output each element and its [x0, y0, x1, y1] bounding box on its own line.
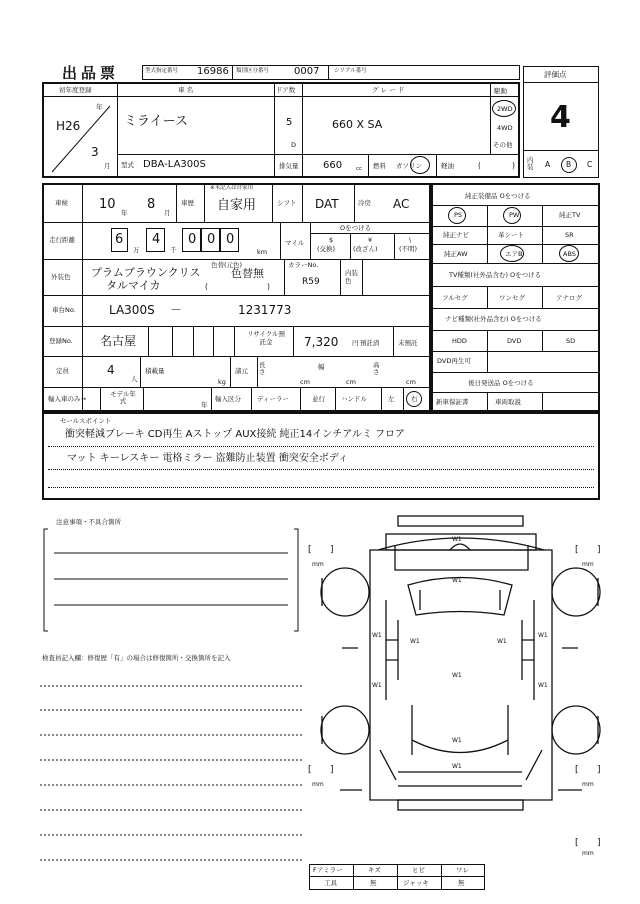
inspection-month: 8: [147, 197, 156, 212]
front-right-wheel: [552, 568, 600, 616]
import-class-label: 輸入区分: [215, 395, 241, 403]
inspector-lines: [38, 680, 306, 870]
color-swap-label: 色替(元色): [211, 261, 243, 269]
tread-mm: mm: [582, 850, 594, 855]
steering-label: ハンドル: [341, 395, 367, 403]
history-note: ※未記入は自家用: [210, 185, 254, 191]
navi-title: ナビ種類(社外品含む) Oをつける: [445, 315, 542, 323]
equip-abs: ABS: [563, 250, 576, 258]
drive-2wd: 2WD: [497, 105, 513, 113]
interior-b-circle: [561, 157, 577, 173]
w1-mark: W1: [452, 672, 462, 679]
color-no-value: R59: [302, 277, 320, 287]
equip-tv: 純正TV: [559, 211, 581, 219]
details-block: [42, 183, 431, 412]
recycle-value: 7,320: [304, 335, 339, 349]
model-code: DBA-LA300S: [143, 159, 206, 170]
interior-c: C: [587, 160, 593, 169]
legend-header-3: ヒビ: [412, 866, 425, 874]
tread-mm: mm: [312, 561, 324, 568]
recycle-label: リサイクル預託金: [246, 330, 286, 346]
rear-bumper: [398, 800, 523, 810]
designation-number: 16986: [197, 66, 229, 77]
svg-text:]: ]: [597, 765, 601, 775]
displacement-unit: cc: [356, 166, 363, 172]
w1-mark: W1: [372, 632, 382, 639]
tv-oneseg: ワンセグ: [499, 294, 525, 302]
history-value: 自家用: [217, 198, 257, 213]
dvd-playback: DVD再生可: [437, 357, 471, 365]
front-left-wheel: [321, 568, 369, 616]
equip-leather: 革シート: [498, 231, 524, 239]
category-number: 0007: [294, 66, 320, 77]
grade-label: グ レ ー ド: [372, 86, 405, 94]
selling-points-label: セールスポイント: [60, 417, 112, 425]
car-damage-diagram: [300, 510, 630, 855]
svg-text:[: [: [308, 545, 312, 555]
selling-points-line-2: マット キーレスキー 電格ミラー 盗難防止装置 衝突安全ボディ: [67, 453, 349, 464]
model-year-label: モデル年式: [110, 390, 136, 406]
displacement-label: 排気量: [279, 162, 299, 170]
fuel-label: 燃料: [373, 162, 386, 170]
drive-other: その他: [493, 141, 513, 149]
color-no-label: カラーNo.: [288, 261, 319, 269]
mileage-digit-4: 0: [207, 232, 216, 247]
mile-label: マイル: [285, 239, 305, 247]
post-manual: 車両取説: [495, 398, 521, 406]
equip-navi: 純正ナビ: [443, 231, 469, 239]
month-unit: 月: [104, 162, 111, 170]
first-reg-year: H26: [56, 119, 81, 133]
displacement-value: 660: [323, 160, 343, 171]
svg-text:[: [: [575, 765, 579, 775]
model-label: 型式: [121, 161, 134, 169]
drive-2wd-circle: [492, 100, 516, 117]
svg-text:]: ]: [330, 545, 334, 555]
fuel-gasoline: ガソリン: [396, 162, 422, 170]
recycle-paid: 預託済: [360, 339, 380, 347]
selling-points-line-1: 衝突軽減ブレーキ CD再生 Aストップ AUX接続 純正14インチアルミ フロア: [65, 429, 406, 440]
rear-right-wheel: [552, 706, 600, 754]
fuel-gasoline-circle: [410, 156, 430, 174]
equip-aw: 純正AW: [444, 250, 468, 258]
capacity-value: 4: [107, 363, 115, 377]
ac-value: AC: [393, 197, 410, 211]
mileage-digit-2: 4: [152, 232, 161, 247]
legend-value-1: 工具: [324, 879, 337, 887]
color-line-1: プラムブラウンクリス: [91, 266, 201, 279]
steering-left: 左: [388, 395, 395, 403]
serial-label: シリアル番号: [334, 68, 367, 74]
w1-mark: W1: [452, 737, 462, 744]
chassis-label: 車台No.: [52, 306, 76, 314]
tv-fullseg: フルセグ: [442, 294, 468, 302]
inspector-label: 検査員記入欄：修復歴「有」の場合は修復箇所・交換箇所を記入: [42, 654, 231, 662]
year-unit: 年: [96, 103, 103, 111]
steering-right: 右: [411, 395, 418, 403]
capacity-label: 定員: [56, 367, 69, 375]
meter-tamper: (改ざん): [353, 245, 378, 253]
designation-label: 型式指定番号: [145, 68, 179, 74]
interior-color-label: 内装色: [345, 269, 358, 285]
legend-value-2: 無: [370, 879, 377, 887]
mileage-digit-5: 0: [226, 232, 235, 247]
w1-mark: W1: [452, 577, 462, 584]
reg-value: 名古屋: [100, 334, 137, 348]
chassis-number: 1231773: [238, 303, 292, 317]
history-label: 車歴: [181, 199, 194, 207]
w1-mark: W1: [452, 763, 462, 770]
interior-b: B: [566, 160, 572, 169]
size-label: 諸元: [235, 367, 248, 375]
interior-label: 内装: [527, 156, 534, 172]
equip-sr: SR: [565, 231, 574, 239]
car-name-label: 車 名: [178, 86, 194, 94]
load-label: 積載量: [145, 367, 165, 375]
form-title: 出品票: [62, 64, 120, 82]
interior-a: A: [545, 160, 551, 169]
color-swap-value: 色替無: [231, 267, 264, 280]
tread-mm: mm: [582, 781, 594, 788]
first-reg-month: 3: [91, 145, 99, 159]
tv-analog: アナログ: [556, 294, 582, 302]
svg-text:[: [: [575, 838, 579, 848]
first-reg-label: 初年度登録: [59, 86, 92, 94]
parallel-label: 並行: [312, 395, 325, 403]
w1-mark: W1: [410, 638, 420, 645]
inspection-label: 車検: [55, 199, 68, 207]
tread-mm: mm: [582, 561, 594, 568]
diesel-label: 軽油: [441, 162, 454, 170]
legend-header-2: キズ: [368, 866, 381, 874]
post-warranty: 新車保証書: [436, 398, 469, 406]
svg-text:[: [: [575, 545, 579, 555]
dealer-label: ディーラー: [257, 395, 289, 403]
category-label: 類別区分番号: [236, 68, 270, 74]
door-count: 5: [286, 117, 293, 128]
oem-title: 純正装備品 Oをつける: [465, 192, 531, 200]
legend-value-4: 無: [458, 879, 465, 887]
equip-pw: PW: [509, 211, 520, 219]
navi-sd: SD: [566, 337, 576, 345]
reg-label: 登録No.: [49, 337, 73, 345]
w1-mark: W1: [452, 536, 462, 543]
caution-label: 注意事項・不具合箇所: [56, 518, 121, 526]
car-name: ミライース: [124, 114, 188, 129]
doors-label: ドア数: [276, 86, 296, 94]
w1-mark: W1: [538, 632, 548, 639]
equip-airbag: エアB: [505, 250, 523, 258]
color-label: 外装色: [51, 273, 71, 281]
navi-hdd: HDD: [452, 337, 467, 345]
svg-text:]: ]: [597, 838, 601, 848]
svg-text:[: [: [308, 765, 312, 775]
doors-unit: D: [291, 141, 297, 149]
inspection-year: 10: [99, 197, 116, 212]
score-label: 評価点: [544, 70, 567, 79]
svg-text:]: ]: [597, 545, 601, 555]
meter-unknown: (不明): [399, 245, 418, 253]
rear-left-wheel: [321, 706, 369, 754]
shift-label: シフト: [277, 199, 297, 207]
ac-label: 冷房: [358, 199, 371, 207]
svg-text:]: ]: [330, 765, 334, 775]
tread-mm: mm: [312, 781, 324, 788]
mileage-digit-1: 6: [115, 232, 124, 247]
mileage-label: 走行距離: [49, 236, 75, 244]
w1-mark: W1: [497, 638, 507, 645]
shift-value: DAT: [315, 197, 339, 211]
w1-mark: W1: [538, 682, 548, 689]
drive-label: 駆動: [494, 87, 507, 95]
mileage-digit-3: 0: [188, 232, 197, 247]
grade-value: 660 X SA: [332, 118, 383, 131]
score-value: 4: [550, 100, 571, 135]
drive-4wd: 4WD: [497, 124, 513, 132]
import-label: 輸入車のみ→: [48, 395, 86, 403]
meter-swap: (交換): [317, 245, 336, 253]
color-line-2: タルマイカ: [106, 279, 161, 292]
legend-value-3: ジャッキ: [403, 879, 429, 887]
navi-dvd: DVD: [507, 337, 522, 345]
chassis-prefix: LA300S: [109, 303, 155, 317]
legend-header-1: Fアミラー: [313, 866, 343, 874]
caution-box: [40, 525, 302, 635]
recycle-unpaid: 未預託: [398, 339, 418, 347]
tv-title: TV種類(社外品含む) Oをつける: [449, 271, 542, 279]
steering-right-circle: [406, 391, 422, 407]
meter-circle-hint: Oをつける: [340, 224, 372, 232]
front-bumper: [398, 516, 523, 526]
legend-header-4: ワレ: [456, 866, 469, 874]
post-title: 後日発送品 Oをつける: [468, 379, 534, 387]
equip-ps: PS: [454, 211, 463, 219]
w1-mark: W1: [372, 682, 382, 689]
